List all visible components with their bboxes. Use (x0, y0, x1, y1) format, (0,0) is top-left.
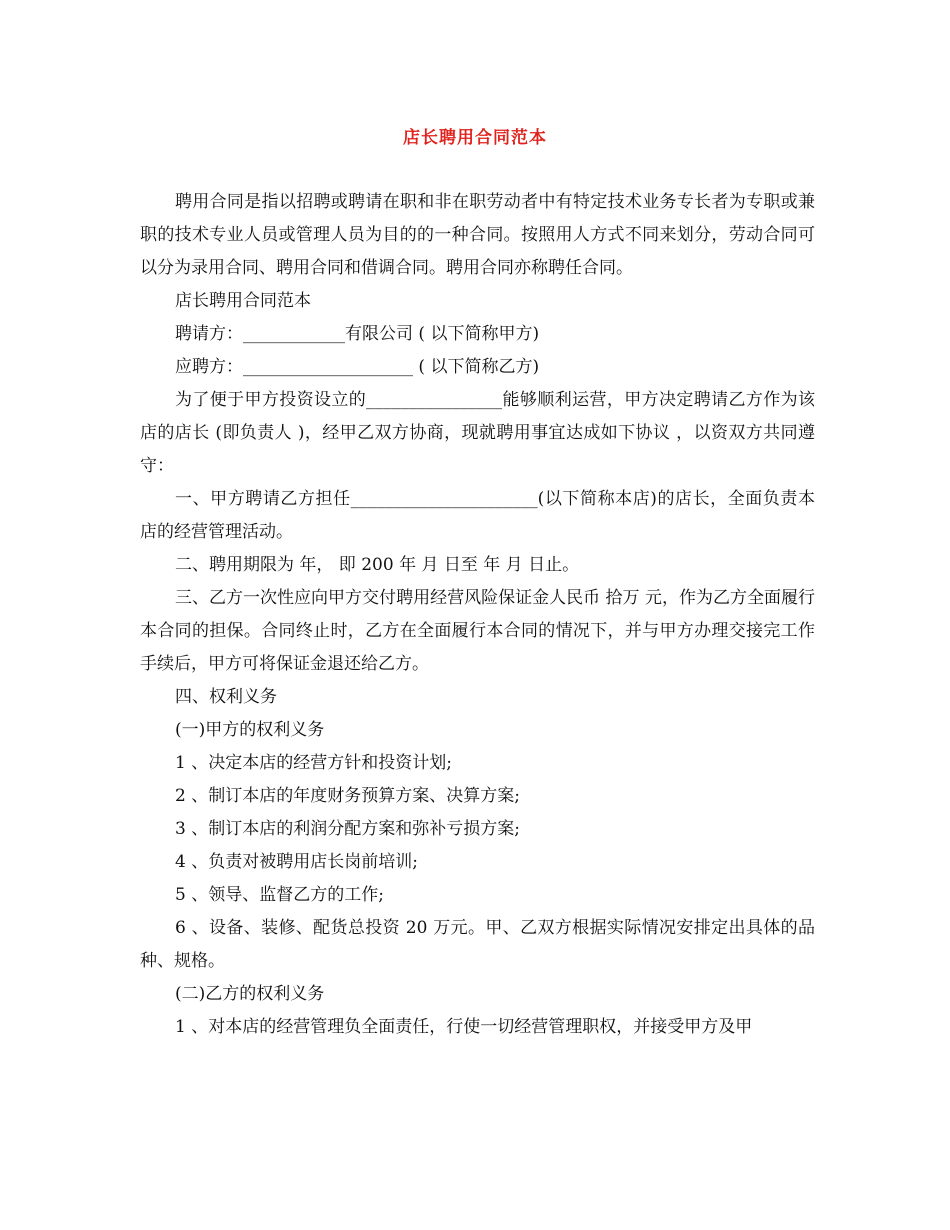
paragraph-clause-4-heading: 四、权利义务 (175, 687, 277, 707)
list-item: 1 、决定本店的经营方针和投资计划; (175, 753, 452, 773)
list-item: 5 、领导、监督乙方的工作; (175, 885, 384, 905)
paragraph-clause-3: 三、乙方一次性应向甲方交付聘用经营风险保证金人民币 拾万 元，作为乙方全面履行本合同的担保。合同终止时，乙方在全面履行本合同的情况下，并与甲方办理交接完工作手续后，甲方可将保证金退还给乙方。 (140, 588, 815, 674)
list-item: 1 、对本店的经营管理负全面责任，行使一切经营管理职权，并接受甲方及甲 (175, 1017, 753, 1037)
paragraph-party-b-heading: (二)乙方的权利义务 (175, 984, 325, 1004)
paragraph-employer: 聘请方：____________有限公司 ( 以下简称甲方) (175, 324, 540, 344)
list-item: 2 、制订本店的年度财务预算方案、决算方案; (175, 786, 520, 806)
paragraph-employee: 应聘方：____________________ ( 以下简称乙方) (175, 357, 540, 377)
paragraph-clause-2: 二、聘用期限为 年， 即 200 年 月 日至 年 月 日止。 (175, 555, 580, 575)
list-item: 3 、制订本店的利润分配方案和弥补亏损方案; (175, 819, 520, 839)
document-body (140, 186, 815, 1044)
paragraph-party-a-heading: (一)甲方的权利义务 (175, 720, 325, 740)
paragraph-preamble: 为了便于甲方投资设立的________________能够顺利运营，甲方决定聘请乙方作为该店的店长 (即负责人 )，经甲乙双方协商，现就聘用事宜达成如下协议 ，以资双方共同遵守： (140, 390, 815, 476)
paragraph-subtitle: 店长聘用合同范本 (175, 291, 311, 311)
list-item: 4 、负责对被聘用店长岗前培训; (175, 852, 418, 872)
list-item: 6 、设备、装修、配货总投资 20 万元。甲、乙双方根据实际情况安排定出具体的品种、规格。 (140, 918, 815, 971)
paragraph-intro: 聘用合同是指以招聘或聘请在职和非在职劳动者中有特定技术业务专长者为专职或兼职的技术专业人员或管理人员为目的的一种合同。按照用人方式不同来划分，劳动合同可以分为录用合同、聘用合同和借调合同。聘用合同亦称聘任合同。 (140, 192, 815, 278)
document-title: 店长聘用合同范本 (403, 128, 547, 148)
paragraph-clause-1: 一、甲方聘请乙方担任______________________(以下简称本店)的店长，全面负责本店的经营管理活动。 (140, 489, 815, 542)
